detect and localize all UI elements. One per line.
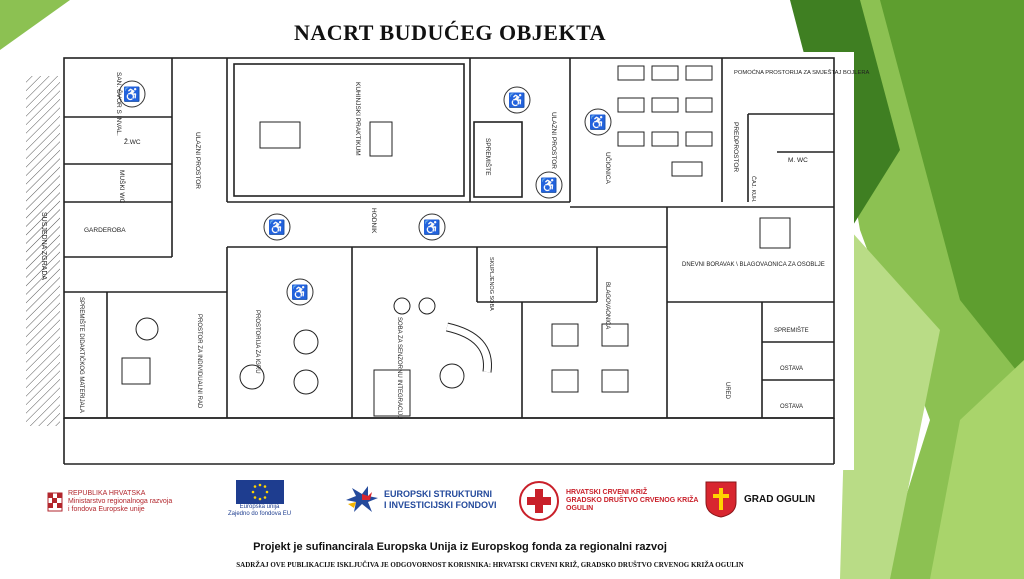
grad-ogulin-label: GRAD OGULIN bbox=[744, 493, 816, 505]
room-label-san-cvor: SAN. ČVOR S INVAL. bbox=[115, 72, 122, 136]
room-label-zwc: Ž.WC bbox=[124, 139, 141, 146]
logo-row bbox=[0, 474, 1024, 534]
floor-plan bbox=[22, 52, 870, 470]
crveni-kriz-line2: GRADSKO DRUŠTVO CRVENOG KRIŽA bbox=[566, 497, 699, 504]
room-label-muski-wc: MUŠKI WC bbox=[118, 170, 125, 204]
strukturni-line1: EUROPSKI STRUKTURNI bbox=[384, 489, 493, 499]
slide-title: NACRT BUDUĆEG OBJEKTA bbox=[293, 20, 607, 45]
room-label-prostor-individualni: PROSTOR ZA INDIVIDUALNI RAD bbox=[196, 314, 202, 409]
accessible-icon: ♿ bbox=[423, 219, 441, 235]
ogulin-coat-of-arms-icon bbox=[704, 480, 738, 518]
room-label-mwc: M. WC bbox=[788, 157, 808, 164]
republika-line1: REPUBLIKA HRVATSKA bbox=[68, 490, 146, 497]
crveni-kriz-line1: HRVATSKI CRVENI KRIŽ bbox=[566, 489, 648, 496]
crveni-kriz-line3: OGULIN bbox=[566, 505, 594, 512]
republika-line3: i fondova Europske unije bbox=[68, 506, 145, 513]
room-label-ulazni-prostor-left: ULAZNI PROSTOR bbox=[194, 132, 201, 189]
room-label-spremiste-top: SPREMIŠTE bbox=[484, 138, 491, 176]
accessible-icon: ♿ bbox=[291, 284, 309, 300]
logo-republika-hrvatska bbox=[48, 490, 172, 514]
accessible-icon: ♿ bbox=[589, 114, 607, 130]
room-label-soba-senzorna: SOBA ZA SENZORNU INTEGRACIJU bbox=[396, 317, 402, 420]
accessible-icon: ♿ bbox=[508, 92, 526, 108]
logo-strukturni-fondovi bbox=[342, 486, 497, 514]
room-label-kuhinjski-praktikum: KUHINJSKI PRAKTIKUM bbox=[354, 82, 361, 156]
room-label-ostava-1: OSTAVA bbox=[780, 366, 804, 372]
accessible-icon: ♿ bbox=[540, 177, 558, 193]
publication-disclaimer: SADRŽAJ OVE PUBLIKACIJE ISKLJUČIVA JE ODGOVORNOST KORISNIKA: HRVATSKI CRVENI KRIŽ, GRADSKO DRUŠTVO CRVENOG KRIŽA OGULIN bbox=[236, 561, 744, 569]
logo-crveni-kriz bbox=[518, 480, 699, 522]
croatian-coat-of-arms-icon bbox=[48, 493, 62, 511]
room-label-garderoba: GARDEROBA bbox=[84, 227, 126, 234]
room-label-cajna-kuh: ČAJ. KUH. bbox=[750, 176, 756, 203]
room-label-ured: URED bbox=[724, 382, 730, 400]
room-label-ucionica: UČIONICA bbox=[604, 152, 611, 184]
logo-europska-unija bbox=[228, 480, 291, 518]
room-label-spremiste-right: SPREMIŠTE bbox=[774, 328, 809, 334]
room-label-susjedna-zgrada: SUSJEDNA ZGRADA bbox=[40, 212, 47, 281]
wheelchair-icons bbox=[119, 81, 611, 305]
accessible-icon: ♿ bbox=[123, 86, 141, 102]
eu-line2: Zajedno do fondova EU bbox=[228, 511, 292, 517]
room-label-dnevni-boravak: DNEVNI BORAVAK \ BLAGOVAONICA ZA OSOBLJE bbox=[682, 262, 825, 268]
funding-statement: Projekt je sufinancirala Europska Unija iz Europskog fonda za regionalni razvoj bbox=[253, 541, 667, 553]
eu-line1: Europska unija bbox=[239, 504, 280, 510]
room-label-blagovaonica: BLAGOVAONICA bbox=[604, 282, 610, 330]
floor-plan-drawing bbox=[22, 52, 870, 470]
room-label-hodnik: HODNIK bbox=[370, 208, 377, 234]
room-label-predprostor: PREDPROSTOR bbox=[732, 122, 739, 173]
room-label-soba-skupljenog: SKUPLJENOG SOBA bbox=[488, 257, 494, 311]
room-label-ostava-2: OSTAVA bbox=[780, 404, 804, 410]
room-label-spremiste-didakt: SPREMIŠTE DIDAKTIČKOG MATERIJALA bbox=[78, 297, 84, 413]
eu-flag-icon bbox=[236, 480, 284, 504]
strukturni-line2: I INVESTICIJSKI FONDOVI bbox=[384, 500, 497, 510]
classroom-desks bbox=[618, 66, 712, 176]
red-cross-icon bbox=[518, 480, 560, 522]
accessible-icon: ♿ bbox=[268, 219, 286, 235]
logo-grad-ogulin bbox=[704, 480, 815, 518]
room-label-ulazni-prostor-right: ULAZNI PROSTOR bbox=[550, 112, 557, 169]
republika-line2: Ministarstvo regionalnoga razvoja bbox=[68, 498, 173, 505]
room-label-prostorija-za-igru: PROSTORIJA ZA IGRU bbox=[254, 310, 260, 374]
room-label-pomocna-prostorija: POMOĆNA PROSTORIJA ZA SMJEŠTAJ BOJLERA bbox=[734, 70, 870, 76]
esif-star-icon bbox=[342, 486, 380, 514]
